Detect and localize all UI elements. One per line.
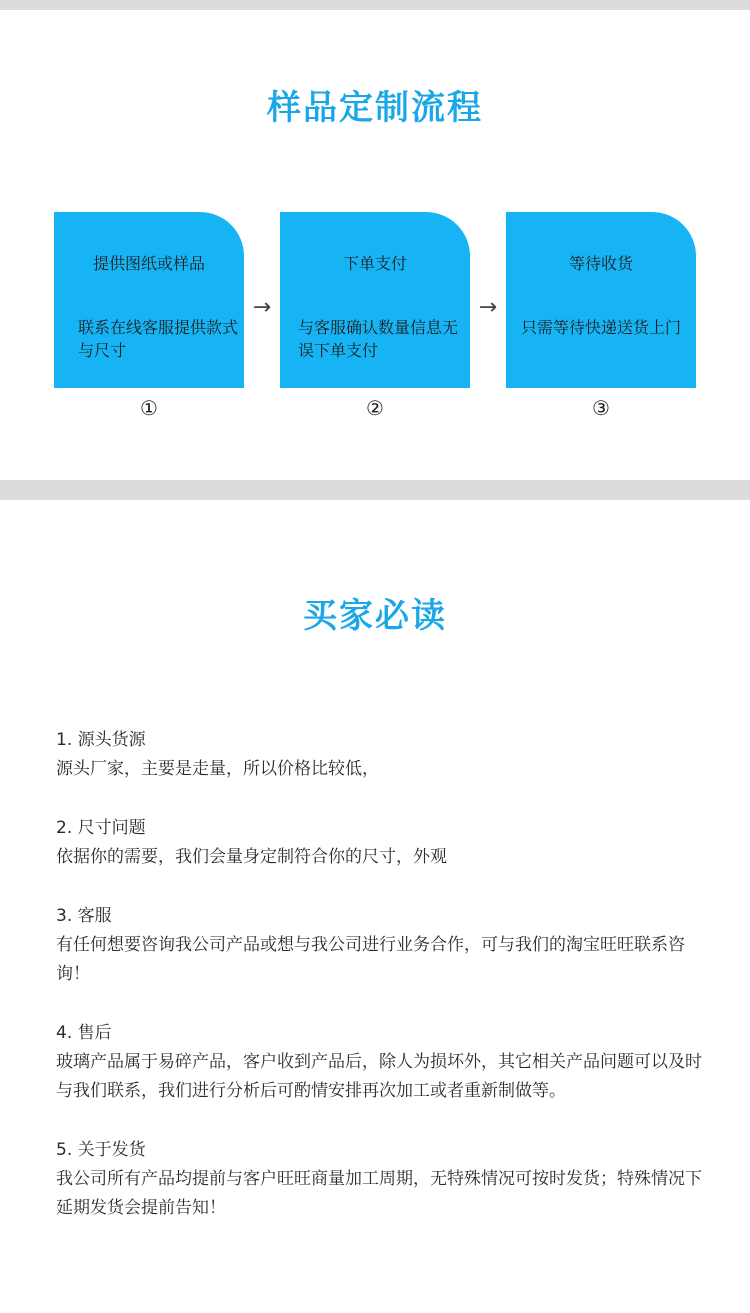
notice-text: 源头厂家，主要是走量，所以价格比较低，: [56, 759, 379, 779]
notice-heading: 1. 源头货源: [56, 730, 146, 750]
step-number-2: ②: [366, 396, 384, 420]
notice-text: 玻璃产品属于易碎产品，客户收到产品后，除人为损坏外，其它相关产品问题可以及时与我们联系，我们进行分析后可酌情安排再次加工或者重新制做等。: [56, 1052, 702, 1101]
notice-text: 我公司所有产品均提前与客户旺旺商量加工周期，无特殊情况可按时发货；特殊情况下延期发货会提前告知！: [56, 1169, 702, 1218]
notice-item: [56, 1136, 706, 1223]
notice-title: 买家必读: [303, 596, 447, 636]
step-title-2: 下单支付: [342, 254, 407, 273]
notice-heading: 5. 关于发货: [56, 1140, 146, 1160]
step-card-1: [54, 212, 244, 388]
step-number-1: ①: [140, 396, 158, 420]
notice-item: [56, 902, 706, 989]
step-desc-2: 与客服确认数量信息无误下单支付: [298, 318, 459, 360]
notice-heading: 3. 客服: [56, 906, 112, 926]
notice-item: [56, 814, 706, 872]
step-title-3: 等待收货: [568, 254, 633, 273]
step-number-3: ③: [592, 396, 610, 420]
notice-text: 依据你的需要，我们会量身定制符合你的尺寸，外观: [56, 847, 447, 867]
arrow-right-icon: →: [252, 295, 272, 320]
step-card-2: [280, 212, 470, 388]
notice-item: [56, 1019, 706, 1106]
step-title-1: 提供图纸或样品: [92, 254, 205, 273]
notice-heading: 4. 售后: [56, 1023, 112, 1043]
arrow-right-icon: →: [478, 295, 498, 320]
step-card-3: [506, 212, 696, 388]
notice-heading: 2. 尺寸问题: [56, 818, 146, 838]
notice-list: [56, 726, 706, 1253]
notice-text: 有任何想要咨询我公司产品或想与我公司进行业务合作，可与我们的淘宝旺旺联系咨询！: [56, 935, 685, 984]
step-desc-1: 联系在线客服提供款式与尺寸: [78, 318, 239, 360]
step-desc-3: 只需等待快递送货上门: [520, 318, 681, 337]
notice-item: [56, 726, 706, 784]
top-divider: [0, 0, 750, 10]
process-title: 样品定制流程: [267, 88, 483, 128]
section-divider: [0, 480, 750, 500]
